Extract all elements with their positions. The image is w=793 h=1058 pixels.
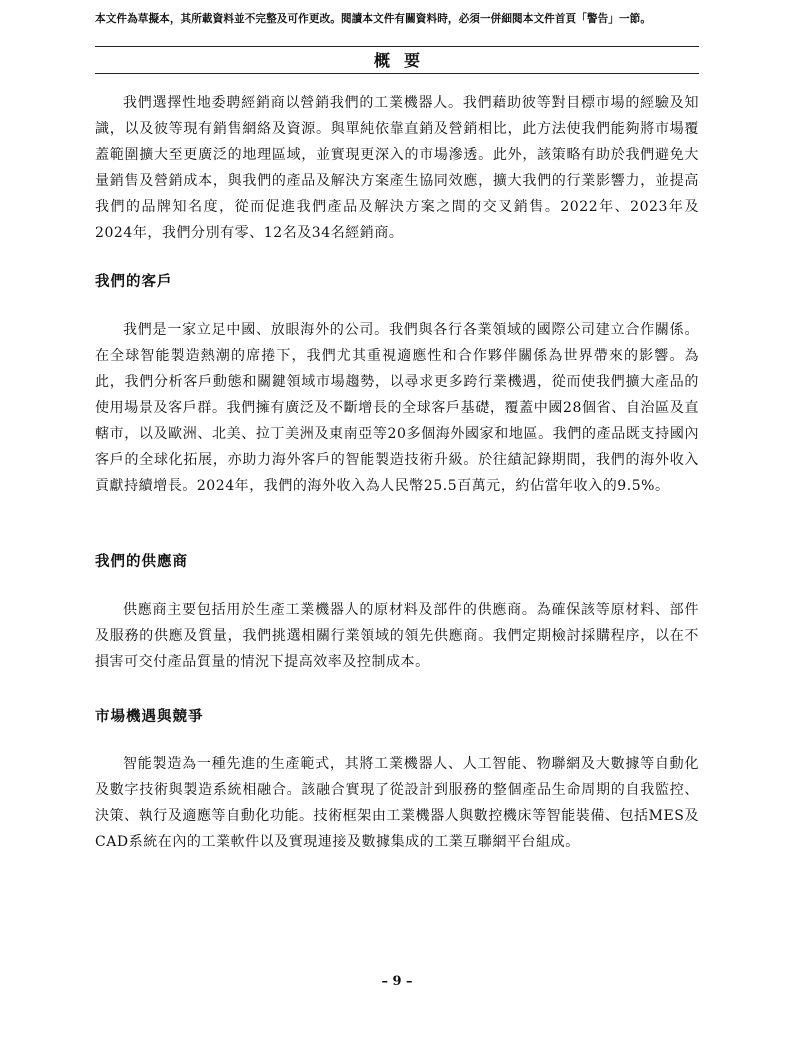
customers-heading: 我們的客戶 xyxy=(95,273,173,290)
draft-disclaimer: 本文件為草擬本，其所載資料並不完整及可作更改。閱讀本文件有關資料時，必須一併細閱本文件首頁「警告」一節。 xyxy=(95,13,652,25)
document-page xyxy=(95,0,699,1058)
suppliers-heading: 我們的供應商 xyxy=(95,553,188,570)
title-rule xyxy=(95,73,699,74)
section-title: 概要 xyxy=(373,51,434,70)
market-paragraph: 智能製造為一種先進的生產範式，其將工業機器人、人工智能、物聯網及大數據等自動化及數字技術與製造系統相融合。該融合實現了從設計到服務的整個產品生命周期的自我監控、決策、執行及適應等自動化功能。技術框架由工業機器人與數控機床等智能裝備、包括MES及CAD系統在內的工業軟件以及實現連接及數據集成的工業互聯網平台組成。 xyxy=(95,756,699,850)
suppliers-paragraph: 供應商主要包括用於生產工業機器人的原材料及部件的供應商。為確保該等原材料、部件及服務的供應及質量，我們挑選相關行業領域的領先供應商。我們定期檢討採購程序，以在不損害可交付產品質量的情況下提高效率及控制成本。 xyxy=(95,602,699,670)
market-heading: 市場機遇與競爭 xyxy=(95,708,204,725)
header-rule xyxy=(95,46,699,47)
customers-paragraph: 我們是一家立足中國、放眼海外的公司。我們與各行各業領域的國際公司建立合作關係。在全球智能製造熱潮的席捲下，我們尤其重視適應性和合作夥伴關係為世界帶來的影響。為此，我們分析客戶動態和關鍵領域市場趨勢，以尋求更多跨行業機遇，從而使我們擴大產品的使用場景及客戶群。我們擁有廣泛及不斷增長的全球客戶基礎，覆蓋中國28個省、自治區及直轄市，以及歐洲、北美、拉丁美洲及東南亞等20多個海外國家和地區。我們的產品既支持國內客戶的全球化拓展，亦助力海外客戶的智能製造技術升級。於往績記錄期間，我們的海外收入貢獻持續增長。2024年，我們的海外收入為人民幣25.5百萬元，約佔當年收入的9.5%。 xyxy=(95,322,699,494)
page-number: – 9 – xyxy=(381,974,413,989)
distributors-paragraph: 我們選擇性地委聘經銷商以營銷我們的工業機器人。我們藉助彼等對目標市場的經驗及知識，以及彼等現有銷售網絡及資源。與單純依靠直銷及營銷相比，此方法使我們能夠將市場覆蓋範圍擴大至更廣泛的地理區域，並實現更深入的市場滲透。此外，該策略有助於我們避免大量銷售及營銷成本，與我們的產品及解決方案產生協同效應，擴大我們的行業影響力，並提高我們的品牌知名度，從而促進我們產品及解決方案之間的交叉銷售。2022年、2023年及2024年，我們分別有零、12名及34名經銷商。 xyxy=(95,95,699,241)
